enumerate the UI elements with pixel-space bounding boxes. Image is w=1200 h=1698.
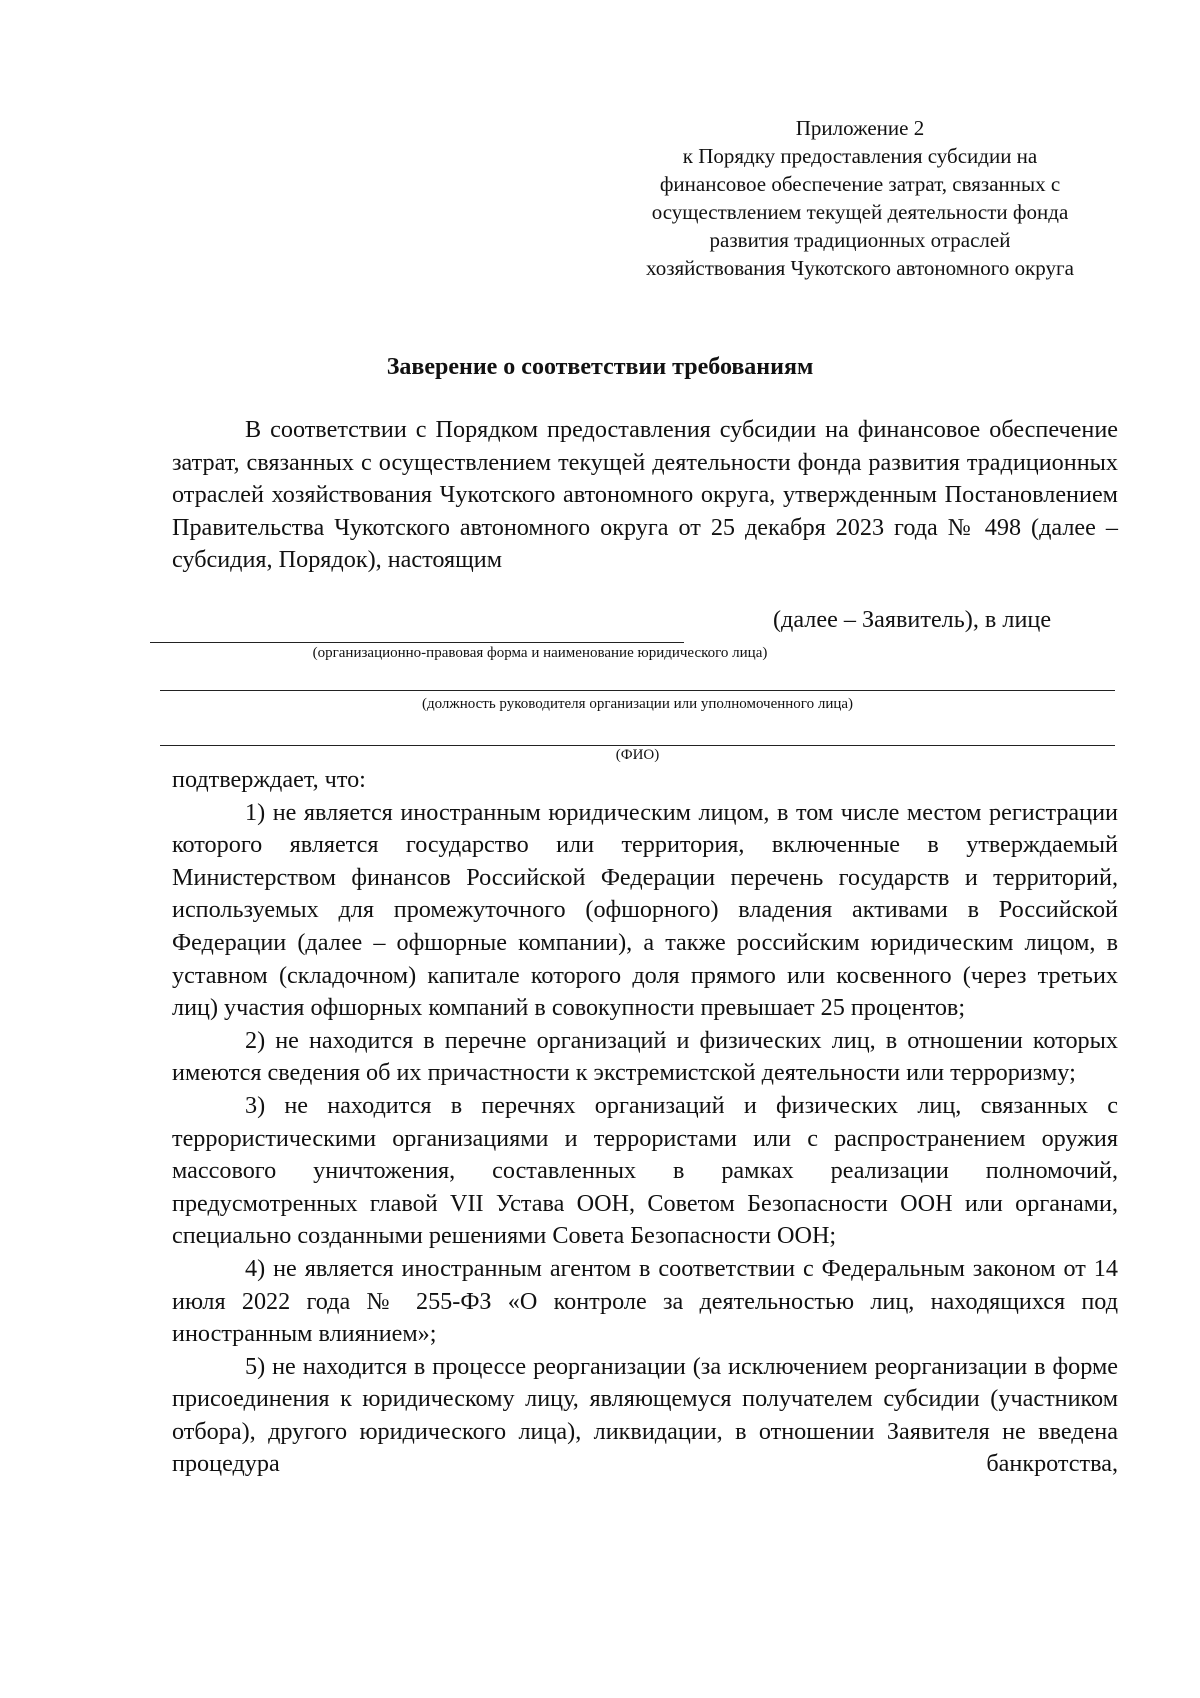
items-block [172, 764, 1118, 1481]
list-item: 5) не находится в процессе реорганизации (за исключением реорганизации в форме присоединения к юридическому лицу, являющемуся получателем субсидии (участником отбора), другого юридического лица), ликвидации, в отношении Заявителя не введена процедура банкротства, [172, 1352, 1118, 1478]
list-item: 1) не является иностранным юридическим лицом, в том числе местом регистрации которого является государство или территория, включенные в утверждаемый Министерством финансов Российской Федерации перечень государств и территорий, используемых для промежуточного (офшорного) владения активами в Российской Федерации (далее – офшорные компании), а также российским юридическим лицом, в уставном (складочном) капитале которого доля прямого или косвенного (через третьих лиц) участия офшорных компаний в совокупности превышает 25 процентов; [172, 798, 1118, 1022]
intro-block [172, 414, 1118, 577]
appendix-line: финансовое обеспечение затрат, связанных с [659, 172, 1061, 196]
appendix-header [600, 114, 1120, 282]
org-caption: (организационно-правовая форма и наименование юридического лица) [312, 645, 768, 661]
list-item: 2) не находится в перечне организаций и физических лиц, в отношении которых имеются сведения об их причастности к экстремистской деятельности или терроризму; [172, 1026, 1118, 1087]
position-caption: (должность руководителя организации или уполномоченного лица) [421, 696, 854, 712]
fio-caption: (ФИО) [615, 747, 660, 763]
appendix-line: хозяйствования Чукотского автономного округа [646, 256, 1074, 280]
list-item: 4) не является иностранным агентом в соответствии с Федеральным законом от 14 июля 2022 года № 255-ФЗ «О контроле за деятельностью лиц, находящихся под иностранным влиянием»; [172, 1254, 1118, 1348]
appendix-line: к Порядку предоставления субсидии на [682, 144, 1038, 168]
appendix-line: осуществлением текущей деятельности фонда [651, 200, 1069, 224]
confirms-line: подтверждает, что: [172, 766, 366, 793]
position-field[interactable] [160, 690, 1115, 691]
org-name-field[interactable] [150, 642, 684, 643]
applicant-suffix: (далее – Заявитель), в лице [773, 606, 1052, 633]
list-item: 3) не находится в перечнях организаций и физических лиц, связанных с террористическими организациями и террористами или с распространением оружия массового уничтожения, составленных в рамках реализации полномочий, предусмотренных главой VII Устава ООН, Советом Безопасности ООН или органами, специально созданными решениями Совета Безопасности ООН; [172, 1091, 1118, 1250]
document-title: Заверение о соответствии требованиям [386, 354, 814, 380]
appendix-line: развития традиционных отраслей [709, 228, 1011, 252]
appendix-line: Приложение 2 [795, 116, 925, 140]
intro-paragraph: В соответствии с Порядком предоставления субсидии на финансовое обеспечение затрат, связанных с осуществлением текущей деятельности фонда развития традиционных отраслей хозяйствования Чукотского автономного округа, утвержденным Постановлением Правительства Чукотского автономного округа от 25 декабря 2023 года № 498 (далее – субсидия, Порядок), настоящим [172, 416, 1118, 574]
